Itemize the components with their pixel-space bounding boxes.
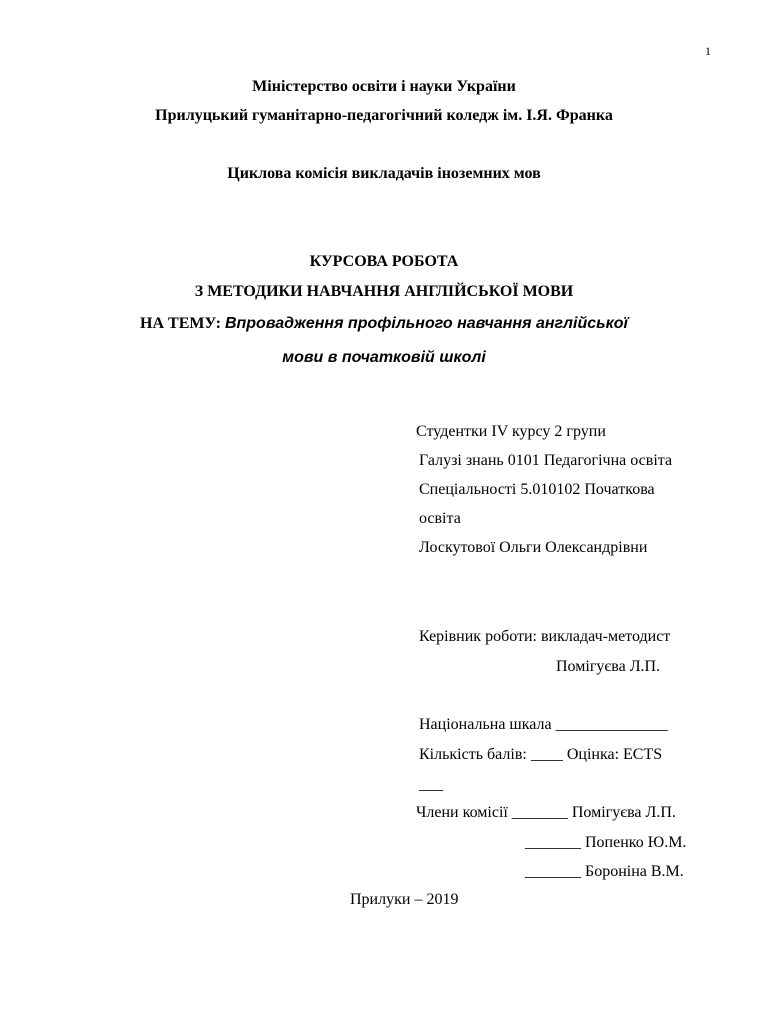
student-course-group: Студентки IV курсу 2 групи: [416, 423, 606, 440]
ects-blank: ___: [419, 776, 443, 793]
national-scale-field: Національна шкала ______________: [419, 716, 668, 733]
commission-member-3: _______ Бороніна В.М.: [525, 863, 684, 880]
points-grade-field: Кількість балів: ____ Оцінка: ECTS: [419, 746, 663, 763]
coursework-subject: З МЕТОДИКИ НАВЧАННЯ АНГЛІЙСЬКОЇ МОВИ: [194, 283, 574, 300]
supervisor-role: Керівник роботи: викладач-методист: [419, 628, 671, 645]
city-year: Прилуки – 2019: [350, 891, 459, 908]
page-number: 1: [705, 44, 711, 58]
commission-member-2: _______ Попенко Ю.М.: [525, 834, 687, 851]
commission-member-1: Члени комісії _______ Помігуєва Л.П.: [416, 804, 676, 821]
coursework-title: КУРСОВА РОБОТА: [309, 253, 459, 270]
student-field: Галузі знань 0101 Педагогічна освіта: [419, 452, 673, 469]
topic-text-line2: мови в початковій школі: [282, 349, 486, 366]
student-specialty-cont: освіта: [419, 510, 461, 527]
supervisor-name: Помігуєва Л.П.: [556, 658, 661, 675]
topic-line: [0, 314, 768, 334]
topic-prefix: НА ТЕМУ:: [140, 315, 221, 332]
student-specialty: Спеціальності 5.010102 Початкова: [419, 481, 655, 498]
student-name: Лоскутової Ольги Олександрівни: [419, 539, 648, 556]
commission-heading: Циклова комісія викладачів іноземних мов: [227, 165, 541, 182]
college-heading: Прилуцький гуманітарно-педагогічний коледж ім. І.Я. Франка: [155, 107, 613, 124]
topic-text-line1: Впровадження профільного навчання англійської: [224, 315, 628, 332]
ministry-heading: Міністерство освіти і науки України: [252, 78, 516, 95]
